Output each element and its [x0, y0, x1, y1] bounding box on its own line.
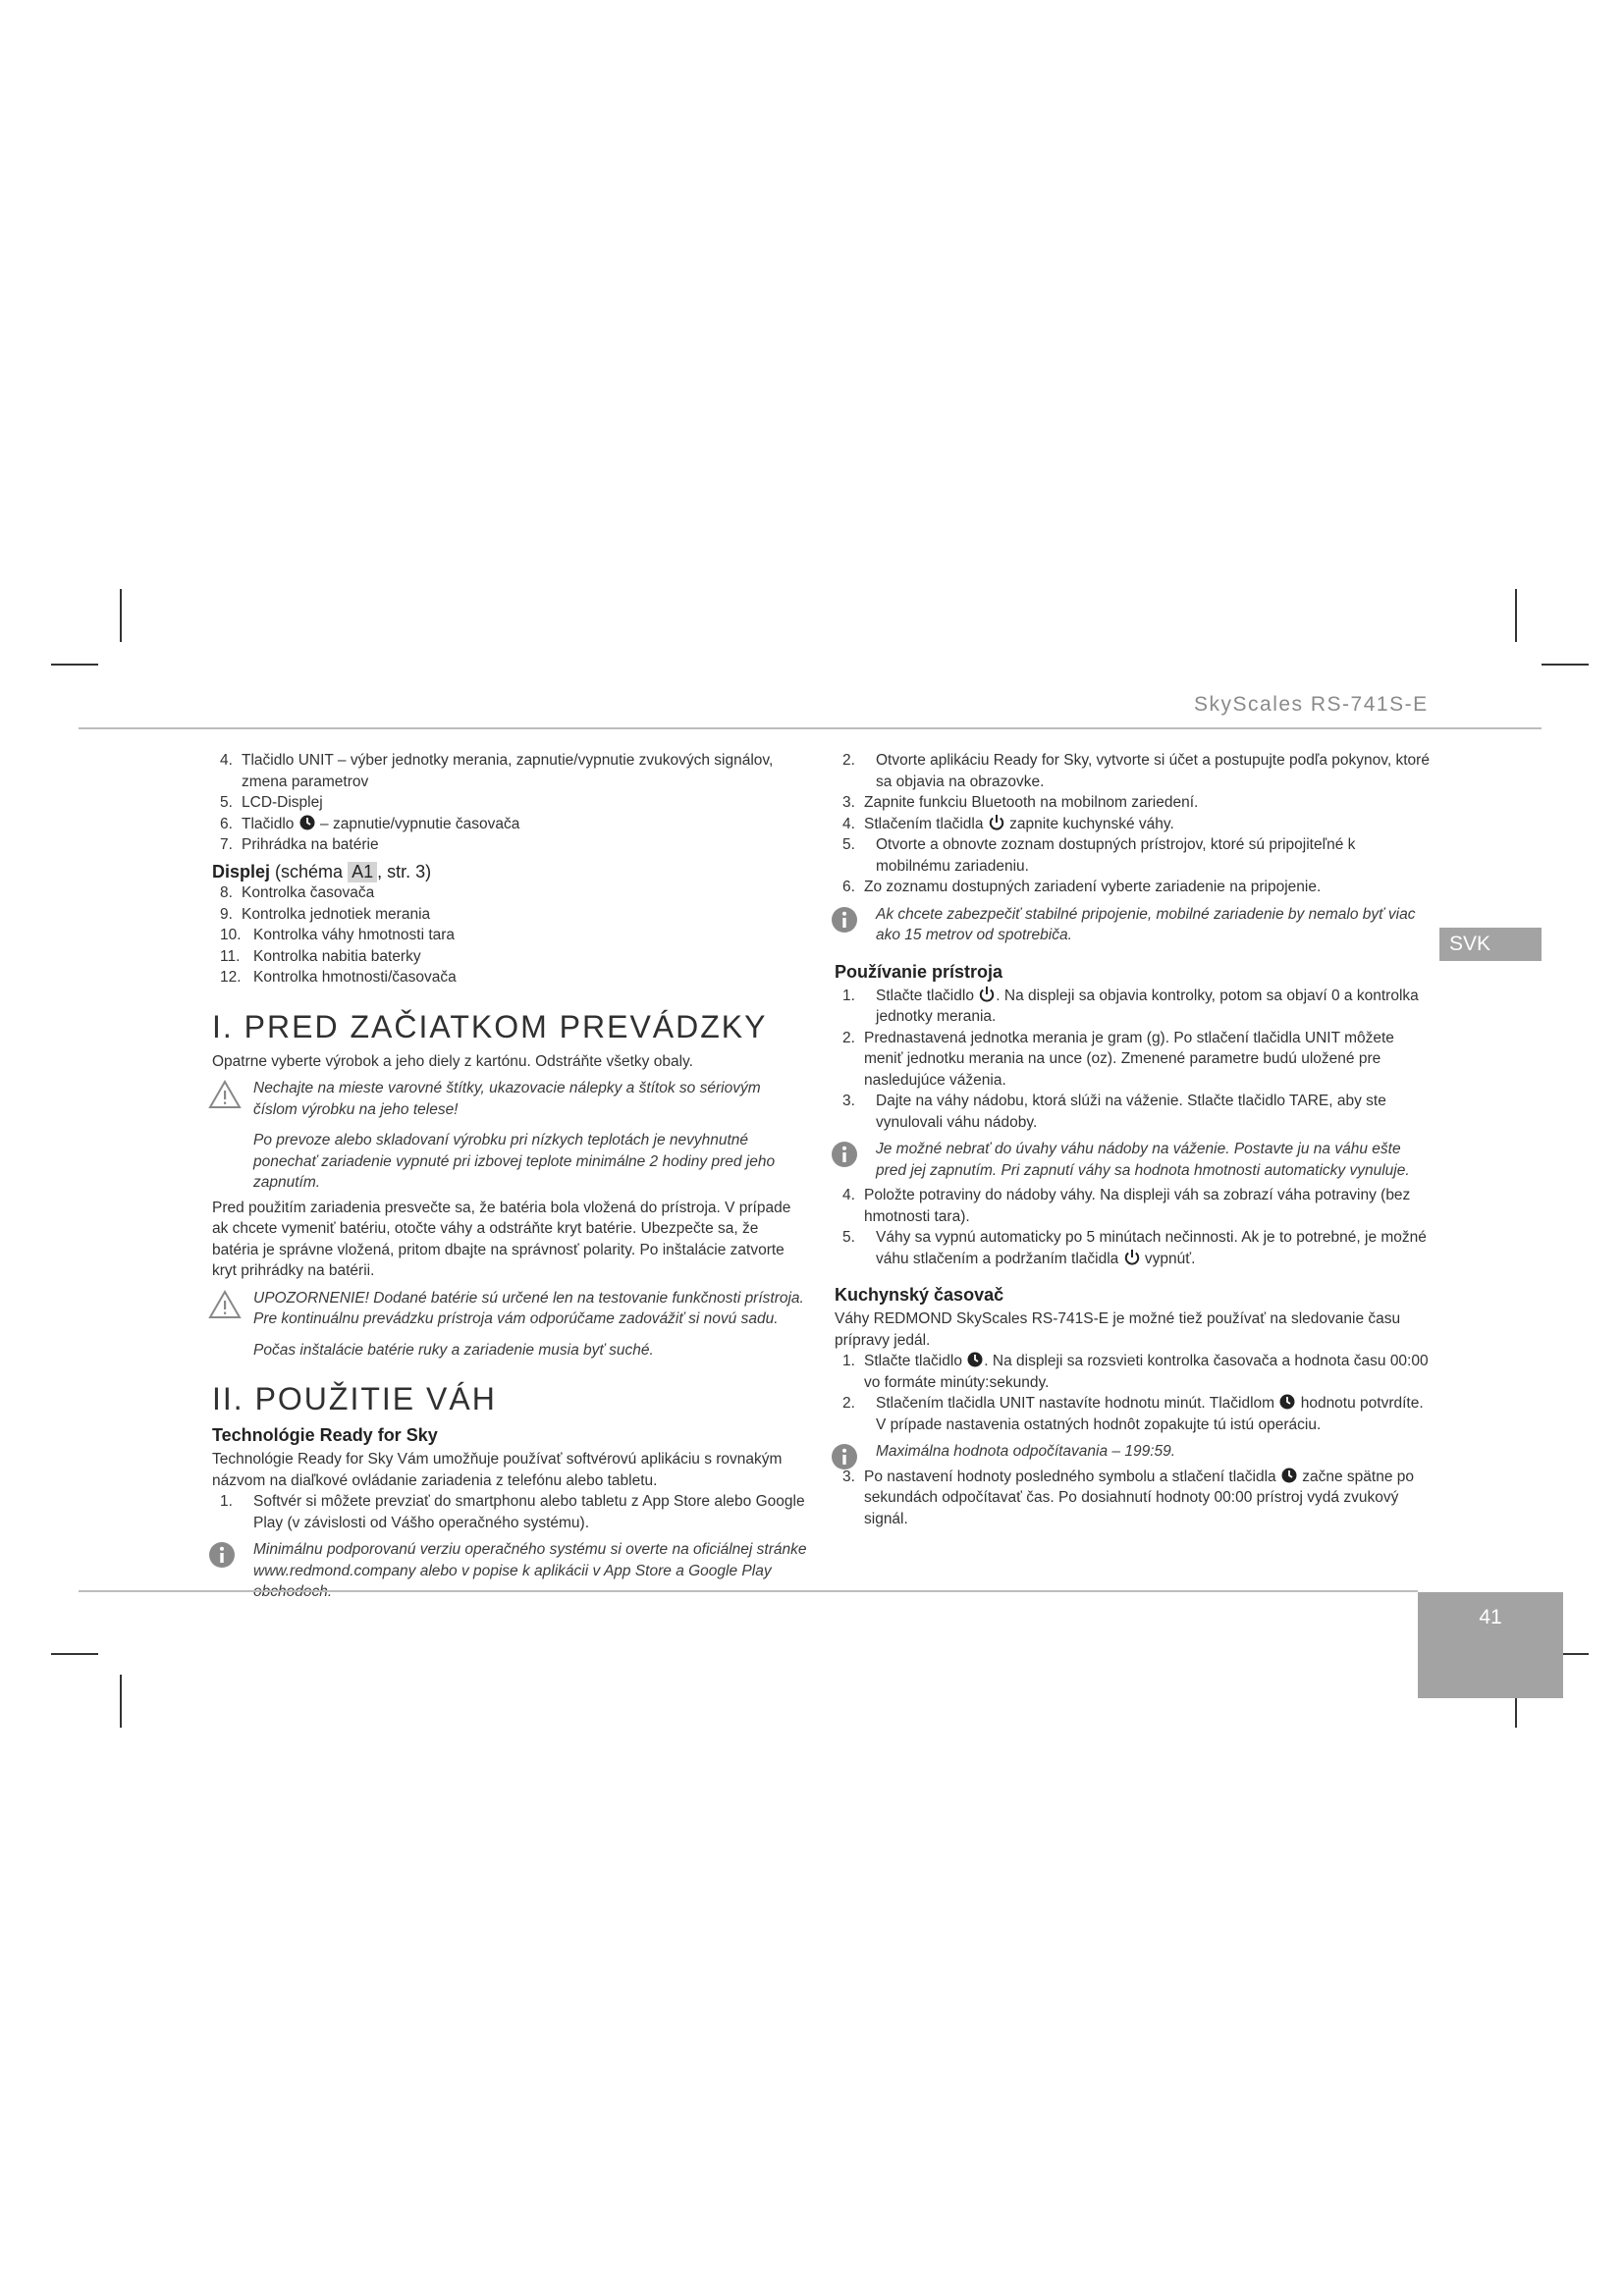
- crop-mark-top-right-h: [1542, 664, 1589, 666]
- power-button-icon: [1278, 1393, 1296, 1411]
- list-text: Tlačidlo UNIT – výber jednotky merania, zapnutie/vypnutie zvukových signálov, zmena parametrov: [242, 752, 774, 790]
- footer-rule: [79, 1590, 1418, 1592]
- list-number: 3.: [842, 1468, 855, 1485]
- list-text: Zapnite funkciu Bluetooth na mobilnom zariedení.: [864, 794, 1199, 811]
- paragraph: Technológie Ready for Sky Vám umožňuje používať softvérovú aplikáciu s rovnakým názvom na diaľkové ovládanie zariadenia z telefónu alebo tabletu.: [212, 1451, 783, 1489]
- list-item: [212, 750, 807, 792]
- list-number: 4.: [842, 1187, 855, 1203]
- list-item: [212, 814, 807, 835]
- list-text: Váhy sa vypnú automaticky po 5 minútach nečinnosti. Ak je to potrebné, je možné váhu stlačením a podržaním tlačidla: [876, 1229, 1427, 1267]
- list-item: [212, 1491, 807, 1533]
- list-number: 1.: [220, 1493, 233, 1510]
- paragraph: Váhy REDMOND SkyScales RS-741S-E je možné tiež používať na sledovanie času prípravy jedál.: [835, 1310, 1401, 1349]
- list-number: 5.: [220, 794, 233, 811]
- list-number: 11.: [220, 947, 241, 965]
- warning-note: [212, 1288, 807, 1362]
- list-item: [835, 986, 1434, 1028]
- info-icon: [831, 1141, 858, 1168]
- list-item: [212, 792, 807, 814]
- warning-icon: [208, 1290, 242, 1319]
- list-text: LCD-Displej: [242, 794, 323, 811]
- list-item: [835, 750, 1434, 792]
- list-number: 3.: [842, 794, 855, 811]
- power-button-icon: [978, 986, 996, 1003]
- list-text: hodnotu potvrdíte. V prípade nastavenia ostatných hodnôt zopakujte tú istú operáciu.: [876, 1395, 1424, 1433]
- list-number: 6.: [220, 815, 233, 832]
- list-text: Kontrolka jednotiek merania: [242, 905, 431, 923]
- list-text: Stlačením tlačidla: [864, 815, 984, 832]
- list-item: [835, 1351, 1434, 1393]
- list-text: . Na displeji sa objavia kontrolky, potom sa objaví 0 a kontrolka jednotky merania.: [876, 987, 1419, 1025]
- info-icon: [831, 906, 858, 934]
- list-text: Otvorte a obnovte zoznam dostupných prístrojov, ktoré sú pripojiteľné k mobilnému zariadeniu.: [876, 836, 1356, 875]
- list-number: 5.: [842, 836, 855, 853]
- list-number: 4.: [842, 815, 855, 832]
- warning-icon: [208, 1080, 242, 1109]
- list-number: 2.: [842, 752, 855, 769]
- list-text: Otvorte aplikáciu Ready for Sky, vytvorte si účet a postupujte podľa pokynov, ktoré sa objavia na obrazovke.: [876, 752, 1430, 790]
- list-text: vypnúť.: [1144, 1250, 1196, 1267]
- paragraph: Pred použitím zariadenia presvečte sa, že batéria bola vložená do prístroja. V prípade ak chcete vymeniť batériu, otočte váhy a odstráňte kryt batérie. Ubezpečte sa, že batéria je správne vložená, pritom dbajte na správnosť polarity. Po inštalácie zatvorte kryt prihrádky na batérii.: [212, 1199, 791, 1279]
- displej-heading: [212, 862, 807, 883]
- list-text: . Na displeji sa rozsvieti kontrolka časovača a hodnota času 00:00 vo formáte minúty:sekundy.: [864, 1353, 1429, 1391]
- list-text: Po nastavení hodnoty posledného symbolu a stlačení tlačidla: [864, 1468, 1276, 1485]
- list-item: [835, 792, 1434, 814]
- list-text: Prihrádka na batérie: [242, 836, 379, 853]
- list-number: 3.: [842, 1093, 855, 1109]
- list-text: Položte potraviny do nádoby váhy. Na displeji váh sa zobrazí váha potraviny (bez hmotnosti tara).: [864, 1187, 1411, 1225]
- info-note: [835, 1139, 1434, 1181]
- list-text: Zo zoznamu dostupných zariadení vyberte zariadenie na pripojenie.: [864, 879, 1322, 895]
- timer-button-icon: [298, 814, 316, 831]
- list-number: 8.: [220, 884, 233, 901]
- list-number: 5.: [842, 1229, 855, 1246]
- crop-mark-top-left-h: [51, 664, 98, 666]
- list-number: 10.: [220, 927, 242, 943]
- list-number: 2.: [842, 1029, 855, 1046]
- crop-mark-bottom-left-h: [51, 1653, 98, 1655]
- subsection-title: Kuchynský časovač: [835, 1285, 1004, 1305]
- list-text: Dajte na váhy nádobu, ktorá slúži na váženie. Stlačte tlačidlo TARE, aby ste vynulovali váhu nádoby.: [876, 1093, 1386, 1131]
- list-number: 7.: [220, 836, 233, 853]
- list-item: [835, 1393, 1434, 1435]
- warning-text: Nechajte na mieste varovné štítky, ukazovacie nálepky a štítok so sériovým číslom výrobku na jeho telese!: [253, 1080, 761, 1118]
- list-text: zapnite kuchynské váhy.: [1009, 815, 1174, 832]
- power-button-icon: [988, 814, 1005, 831]
- info-note: [212, 1539, 807, 1603]
- warning-text: Počas inštalácie batérie ruky a zariadenie musia byť suché.: [253, 1341, 654, 1359]
- timer-button-icon: [966, 1351, 984, 1368]
- list-number: 12.: [220, 969, 242, 986]
- list-text: Stlačením tlačidla UNIT nastavíte hodnotu minút. Tlačidlom: [876, 1395, 1275, 1412]
- info-text: Minimálnu podporovanú verziu operačného systému si overte na oficiálnej stránke www.redmond.company alebo v popise k aplikácii v App Store a Google Play: [253, 1541, 807, 1579]
- list-item: [835, 1091, 1434, 1133]
- info-icon: [208, 1541, 236, 1569]
- section-title-pred-zaciatkom: I. PRED ZAČIATKOM PREVÁDZKY: [212, 1008, 768, 1044]
- list-item: [835, 1185, 1434, 1227]
- list-item: [835, 1227, 1434, 1269]
- info-text: Maximálna hodnota odpočítavania – 199:59.: [876, 1443, 1176, 1460]
- power-button-icon: [1123, 1249, 1141, 1266]
- list-item: [835, 1467, 1434, 1530]
- info-note: [835, 1441, 1434, 1463]
- section-intro: Opatrne vyberte výrobok a jeho diely z kartónu. Odstráňte všetky obaly.: [212, 1052, 693, 1070]
- list-text: začne spätne po sekundách odpočítavať čas. Po dosiahnutí hodnoty 00:00 prístroj vydá zvukový signál.: [864, 1468, 1415, 1527]
- page-number: 41: [1418, 1592, 1563, 1698]
- list-item: [835, 1028, 1434, 1092]
- header-product-name: SkyScales RS-741S-E: [1194, 693, 1429, 716]
- subsection-title: Technológie Ready for Sky: [212, 1425, 438, 1445]
- section-title-pouzitie-vah: II. POUŽITIE VÁH: [212, 1381, 497, 1416]
- displej-ref: (schéma: [270, 861, 349, 881]
- language-tab: SVK: [1439, 928, 1542, 961]
- list-text: Prednastavená jednotka merania je gram (g). Po stlačení tlačidla UNIT môžete meniť jednotku merania na unce (oz). Zmenené parametre budú uložené pre nasledujúce váženia.: [864, 1029, 1394, 1089]
- list-text: – zapnutie/vypnutie časovača: [320, 815, 520, 832]
- list-item: [835, 877, 1434, 898]
- list-item: [212, 946, 807, 968]
- list-text: Kontrolka hmotnosti/časovača: [253, 969, 457, 986]
- list-number: 1.: [842, 1353, 855, 1369]
- list-text: Kontrolka nabitia baterky: [253, 947, 421, 965]
- right-column: [835, 750, 1434, 1529]
- list-number: 4.: [220, 752, 233, 769]
- list-text: Tlačidlo: [242, 815, 295, 832]
- list-text: Kontrolka časovača: [242, 884, 375, 901]
- list-text: Softvér si môžete prevziať do smartphonu alebo tabletu z App Store alebo Google Play (v závislosti od Vášho operačného systému).: [253, 1493, 805, 1531]
- list-item: [212, 882, 807, 904]
- displej-title: Displej: [212, 861, 271, 881]
- info-note: [835, 904, 1434, 946]
- list-number: 6.: [842, 879, 855, 895]
- info-text: Je možné nebrať do úvahy váhu nádoby na váženie. Postavte ju na váhu ešte pred jej zapnutím. Pri zapnutí váhy sa hodnota hmotnosti automaticky vynuluje.: [876, 1141, 1410, 1179]
- warning-text: UPOZORNENIE! Dodané batérie sú určené len na testovanie funkčnosti prístroja. Pre kontinuálnu prevádzku prístroja vám odporúčame zadovážiť si novú sadu.: [253, 1289, 804, 1327]
- list-number: 9.: [220, 905, 233, 923]
- warning-text: Po prevoze alebo skladovaní výrobku pri nízkych teplotách je nevyhnutné ponechať zariadenie vypnuté pri izbovej teplote minimálne 2 hodiny pred jeho zapnutím.: [253, 1132, 776, 1191]
- list-item: [212, 967, 807, 988]
- displej-ref: , str. 3): [377, 861, 432, 881]
- header-rule: [79, 727, 1542, 729]
- list-text: Stlačte tlačidlo: [876, 987, 974, 1004]
- list-number: 2.: [842, 1395, 855, 1412]
- list-item: [835, 814, 1434, 835]
- list-text: Stlačte tlačidlo: [864, 1353, 962, 1369]
- schema-badge: A1: [348, 862, 377, 883]
- list-item: [212, 834, 807, 856]
- crop-mark-bottom-left-v: [120, 1675, 122, 1728]
- warning-note: [212, 1078, 807, 1194]
- crop-mark-top-right-v: [1515, 589, 1517, 642]
- list-number: 1.: [842, 987, 855, 1004]
- list-item: [212, 925, 807, 946]
- subsection-title: Používanie prístroja: [835, 961, 1003, 982]
- left-column: [212, 750, 807, 1607]
- list-item: [835, 834, 1434, 877]
- list-text: Kontrolka váhy hmotnosti tara: [253, 927, 456, 943]
- info-text: Ak chcete zabezpečiť stabilné pripojenie, mobilné zariadenie by nemalo byť viac ako 15 metrov od spotrebiča.: [876, 905, 1416, 943]
- crop-mark-top-left-v: [120, 589, 122, 642]
- timer-button-icon: [1280, 1467, 1298, 1484]
- list-item: [212, 904, 807, 926]
